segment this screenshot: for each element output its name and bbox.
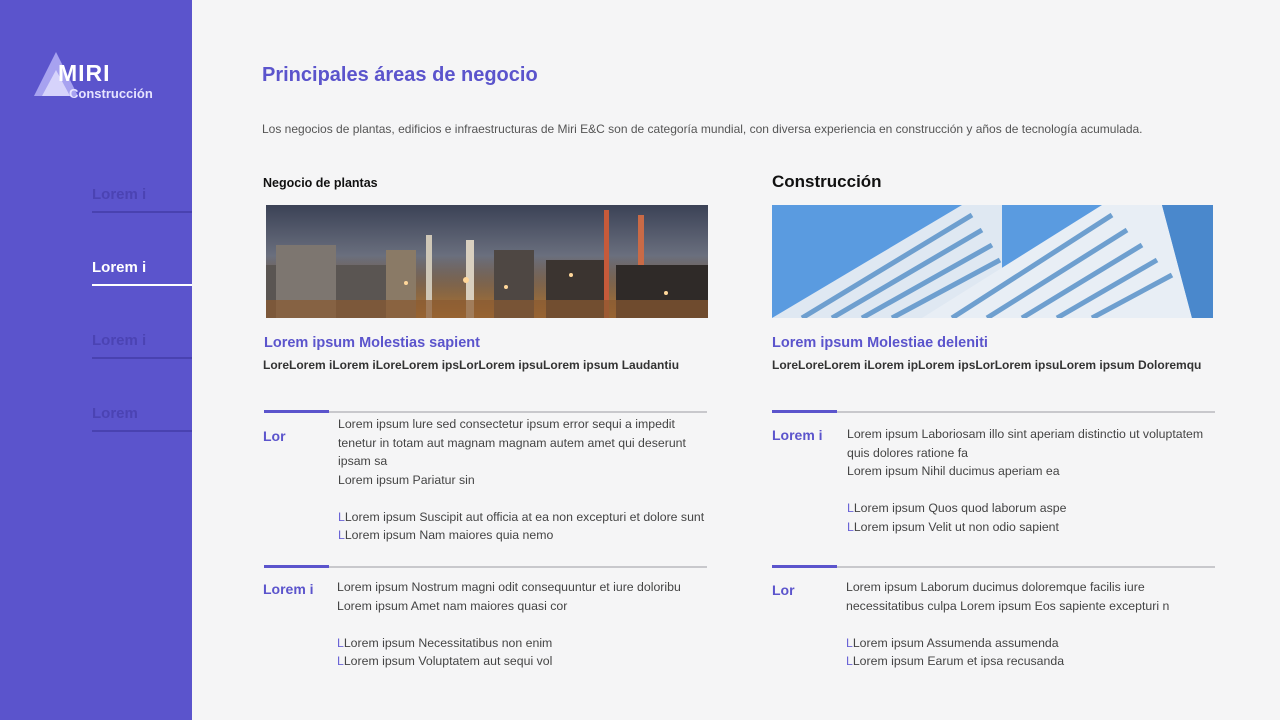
nav-item-label: Lorem i <box>92 186 147 203</box>
bullet-item: LLorem ipsum Nam maiores quia nemo <box>338 528 554 542</box>
bullet-item: LLorem ipsum Necessitatibus non enim <box>337 635 553 650</box>
section-line: quis dolores ratione fa <box>847 445 968 460</box>
section-line: Lorem ipsum Nihil ducimus aperiam ea <box>847 464 1060 478</box>
construction-description: LoreLoreLorem iLorem ipLorem ipsLorLorem ipsuLorem ipsum Doloremqu <box>772 358 1202 372</box>
plant-image <box>266 205 708 318</box>
section-line: Lorem ipsum Amet nam maiores quasi cor <box>337 598 568 613</box>
plants-heading: Lorem ipsum Molestias sapient <box>264 335 480 351</box>
bullet-item: LLorem ipsum Quos quod laborum aspe <box>847 501 1067 515</box>
section-divider <box>264 566 707 568</box>
bullet-item: LLorem ipsum Suscipit aut officia at ea non excepturi et dolore sunt <box>338 509 705 524</box>
section-label: Lor <box>263 428 286 444</box>
bullet-item: LLorem ipsum Velit ut non odio sapient <box>847 519 1059 534</box>
nav-underline <box>92 357 192 359</box>
nav-item-4[interactable] <box>92 405 192 435</box>
nav-item-label: Lorem <box>92 405 138 422</box>
section-line: Lorem ipsum Laborum ducimus doloremque facilis iure <box>846 580 1145 594</box>
nav-item-label: Lorem i <box>92 332 147 349</box>
section-divider <box>772 411 1215 413</box>
section-divider <box>264 411 707 413</box>
nav-item-3[interactable] <box>92 332 192 362</box>
nav-underline <box>92 284 192 286</box>
page-title: Principales áreas de negocio <box>262 64 538 86</box>
bullet-glyph: L <box>337 635 344 650</box>
bullet-item: LLorem ipsum Earum et ipsa recusanda <box>846 654 1065 668</box>
intro-text: Los negocios de plantas, edificios e infraestructuras de Miri E&C son de categoría mundial, con diversa experiencia en construcción y años de tecnología acumulada. <box>262 122 1143 136</box>
section-line: Lorem ipsum Pariatur sin <box>338 472 475 487</box>
bullet-item: LLorem ipsum Voluptatem aut sequi vol <box>337 654 553 668</box>
bullet-glyph: L <box>846 635 853 650</box>
nav-item-1[interactable] <box>92 186 192 216</box>
section-divider <box>772 566 1215 568</box>
logo-wordmark: MIRI <box>58 60 111 86</box>
bullet-glyph: L <box>338 528 345 542</box>
bullet-item: LLorem ipsum Assumenda assumenda <box>846 635 1059 650</box>
bullet-glyph: L <box>847 501 854 515</box>
nav-underline <box>92 211 192 213</box>
section-body <box>337 578 707 671</box>
section-line: Lorem ipsum Nostrum magni odit consequuntur et iure doloribu <box>337 580 681 594</box>
section-body <box>338 415 708 545</box>
bullet-glyph: L <box>338 509 345 524</box>
section-line: tenetur in totam aut magnam magnam autem amet qui deserunt <box>338 435 686 450</box>
bullet-glyph: L <box>847 519 854 534</box>
section-body <box>847 425 1217 536</box>
section-label: Lorem i <box>263 581 314 597</box>
building-image <box>772 205 1214 318</box>
section-body <box>846 578 1216 671</box>
bullet-glyph: L <box>337 654 344 668</box>
section-line: Lorem ipsum lure sed consectetur ipsum error sequi a impedit <box>338 417 675 431</box>
plants-description: LoreLorem iLorem iLoreLorem ipsLorLorem ipsuLorem ipsum Laudantiu <box>263 358 680 372</box>
section-line: Lorem ipsum Laboriosam illo sint aperiam distinctio ut voluptatem <box>847 427 1204 441</box>
column-label-construction: Construcción <box>772 172 882 191</box>
section-label: Lor <box>772 582 795 598</box>
nav-item-label: Lorem i <box>92 259 147 276</box>
bullet-glyph: L <box>846 654 853 668</box>
logo[interactable] <box>34 52 174 102</box>
column-label-plants: Negocio de plantas <box>263 176 378 190</box>
logo-subtitle: Construcción <box>69 86 153 101</box>
nav-item-2-active[interactable] <box>92 259 192 289</box>
nav-underline <box>92 430 192 432</box>
section-label: Lorem i <box>772 427 823 443</box>
section-line: ipsam sa <box>338 454 388 468</box>
construction-heading: Lorem ipsum Molestiae deleniti <box>772 335 988 351</box>
sidebar <box>0 0 192 720</box>
section-line: necessitatibus culpa Lorem ipsum Eos sapiente excepturi n <box>846 598 1170 613</box>
